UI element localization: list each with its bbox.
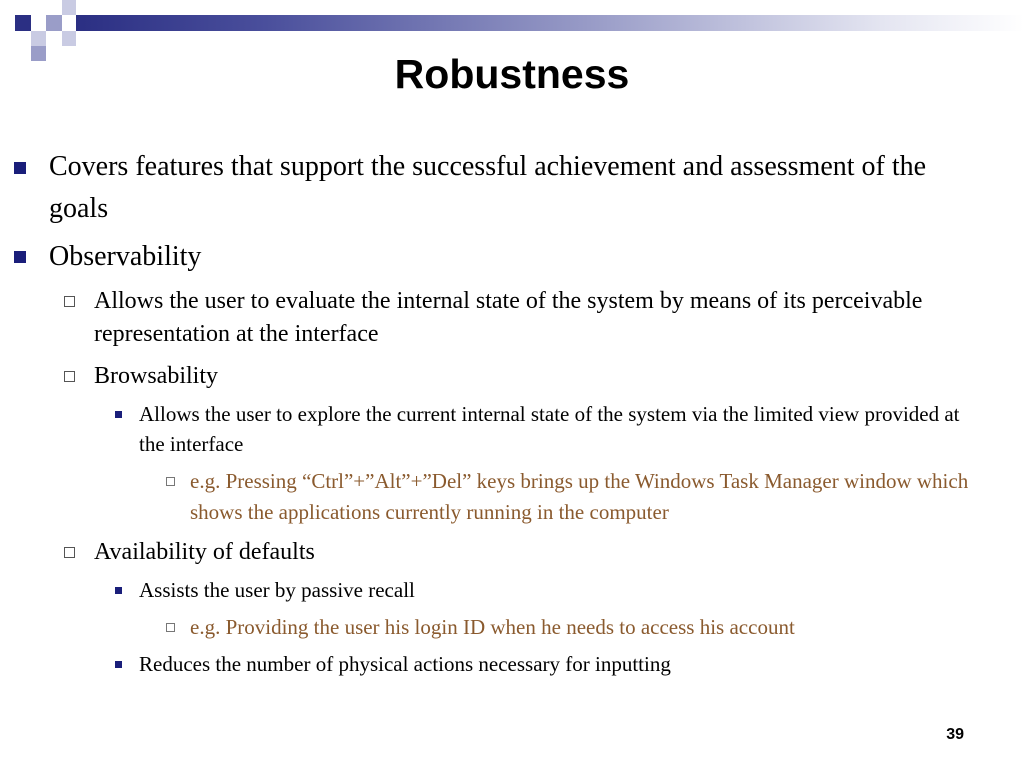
small-square-bullet-icon bbox=[115, 661, 122, 668]
example-task-manager: e.g. Pressing “Ctrl”+”Alt”+”Del” keys brings up the Windows Task Manager window which shows the applications currently running in the computer bbox=[190, 469, 969, 524]
bullet-evaluate-internal-state: Allows the user to evaluate the internal state of the system by means of its perceivable representation at the interface bbox=[94, 288, 923, 347]
header-gradient-bar bbox=[76, 15, 1024, 31]
small-square-bullet-icon bbox=[115, 411, 122, 418]
example-login-id: e.g. Providing the user his login ID when he needs to access his account bbox=[190, 615, 795, 639]
slide-title: Robustness bbox=[394, 51, 630, 97]
bullet-browsability: Browsability bbox=[94, 363, 218, 389]
page-number: 39 bbox=[946, 726, 964, 743]
bullet-availability-of-defaults: Availability of defaults bbox=[94, 539, 315, 565]
hollow-square-bullet-icon bbox=[64, 296, 75, 307]
hollow-small-square-bullet-icon bbox=[166, 623, 175, 632]
bullet-explore-internal-state: Allows the user to explore the current internal state of the system via the limited view provided at the interface bbox=[139, 402, 960, 456]
hollow-small-square-bullet-icon bbox=[166, 477, 175, 486]
square-bullet-icon bbox=[14, 251, 26, 263]
bullet-reduces-physical-actions: Reduces the number of physical actions necessary for inputting bbox=[139, 652, 671, 676]
square-bullet-icon bbox=[14, 162, 26, 174]
bullet-passive-recall: Assists the user by passive recall bbox=[139, 578, 415, 602]
hollow-square-bullet-icon bbox=[64, 547, 75, 558]
decor-square bbox=[15, 15, 31, 31]
small-square-bullet-icon bbox=[115, 587, 122, 594]
hollow-square-bullet-icon bbox=[64, 371, 75, 382]
decor-square bbox=[46, 15, 62, 31]
bullet-observability: Observability bbox=[49, 241, 202, 272]
decor-square bbox=[62, 0, 76, 15]
bullet-covers-features: Covers features that support the successful achievement and assessment of the goals bbox=[49, 151, 927, 224]
